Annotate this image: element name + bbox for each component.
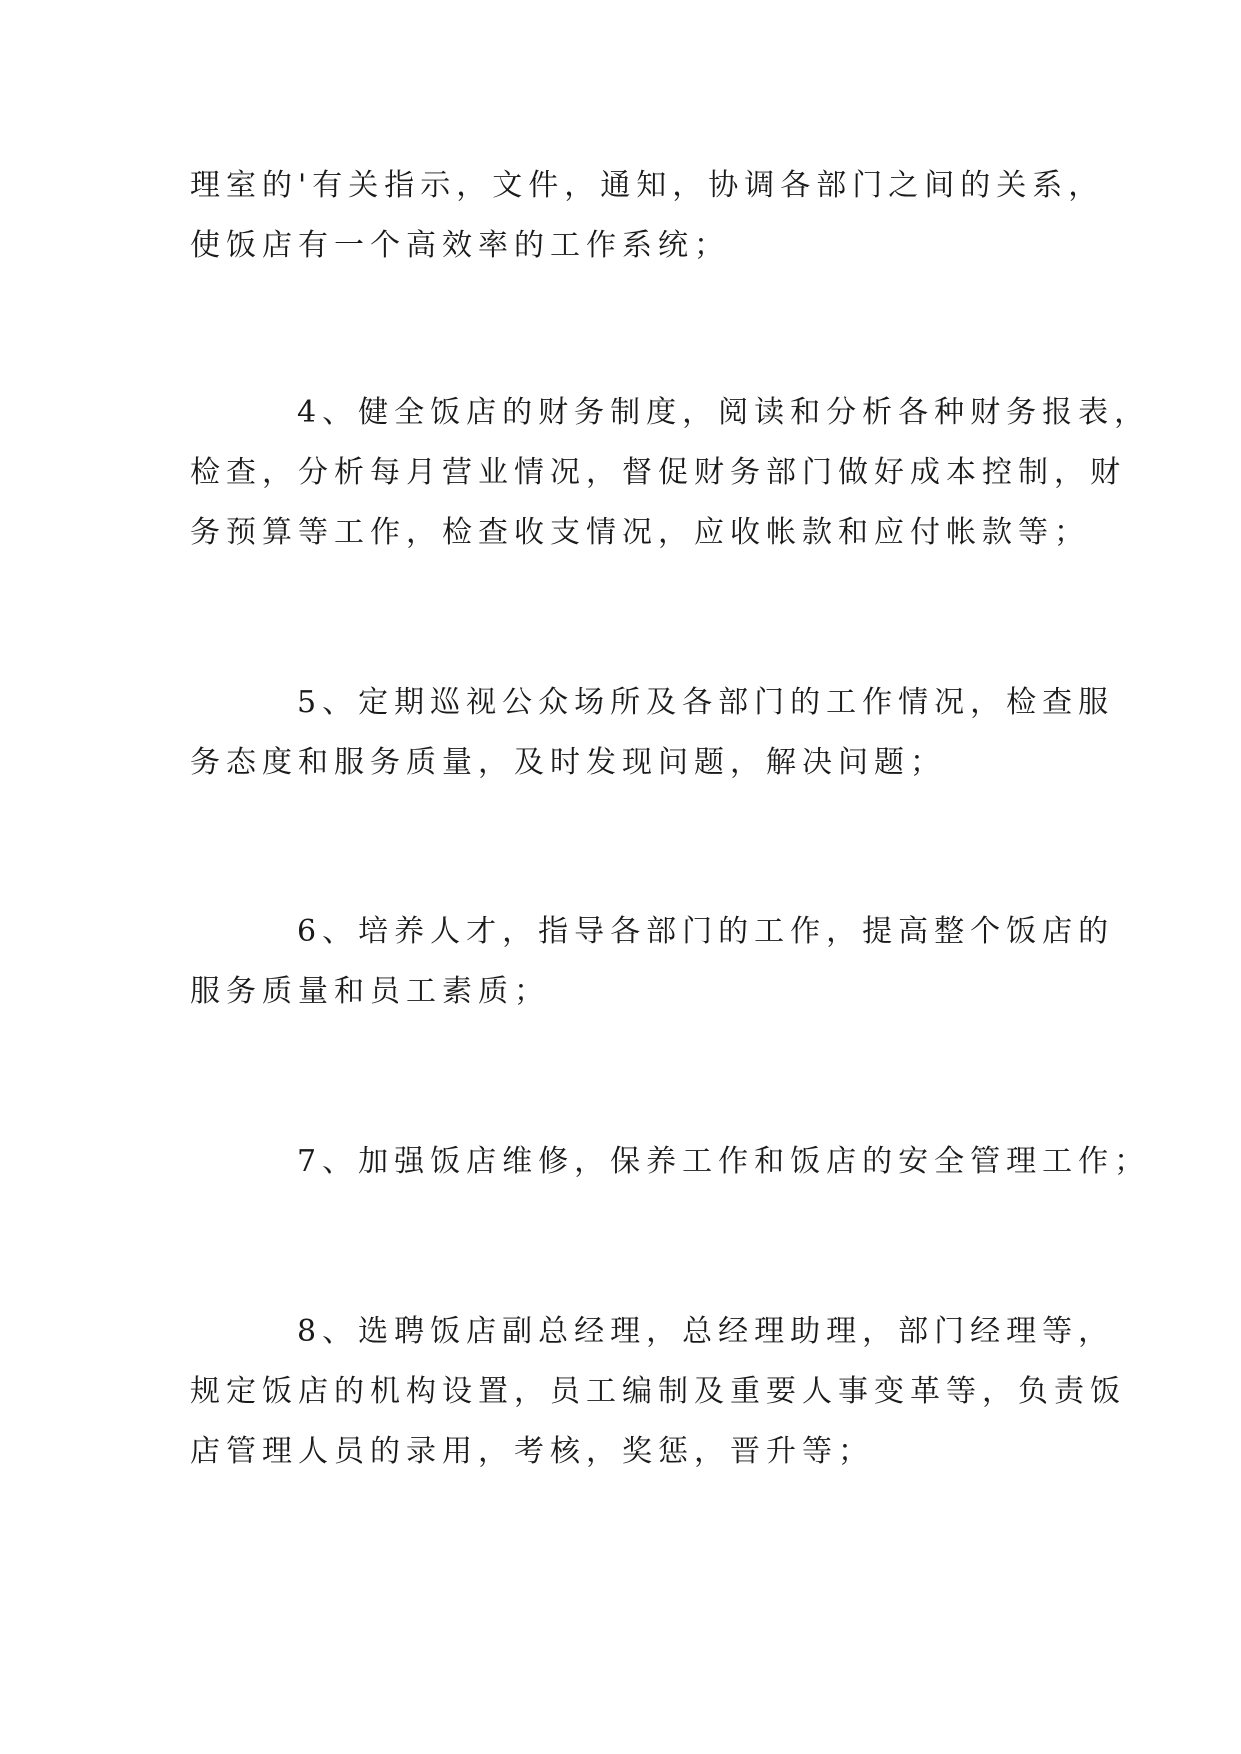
paragraph-8-line-1: 8、选聘饭店副总经理，总经理助理，部门经理等， (297, 1314, 1115, 1349)
paragraph-6-line-2: 服务质量和员工素质； (190, 974, 550, 1009)
paragraph-7-line-1: 7、加强饭店维修，保养工作和饭店的安全管理工作； (297, 1144, 1151, 1179)
paragraph-3-line-1: 理室的'有关指示，文件，通知，协调各部门之间的关系， (190, 168, 1105, 203)
paragraph-4-line-3: 务预算等工作，检查收支情况，应收帐款和应付帐款等； (190, 515, 1090, 550)
paragraph-5-line-1: 5、定期巡视公众场所及各部门的工作情况，检查服 (297, 685, 1115, 720)
paragraph-5-line-2: 务态度和服务质量，及时发现问题，解决问题； (190, 745, 946, 780)
paragraph-6-line-1: 6、培养人才，指导各部门的工作，提高整个饭店的 (297, 914, 1115, 949)
paragraph-8-line-3: 店管理人员的录用，考核，奖惩，晋升等； (190, 1434, 874, 1469)
paragraph-8-line-2: 规定饭店的机构设置，员工编制及重要人事变革等，负责饭 (190, 1374, 1126, 1409)
paragraph-4-line-2: 检查，分析每月营业情况，督促财务部门做好成本控制，财 (190, 455, 1126, 490)
paragraph-3-line-2: 使饭店有一个高效率的工作系统； (190, 228, 730, 263)
paragraph-4-line-1: 4、健全饭店的财务制度，阅读和分析各种财务报表， (297, 395, 1151, 430)
